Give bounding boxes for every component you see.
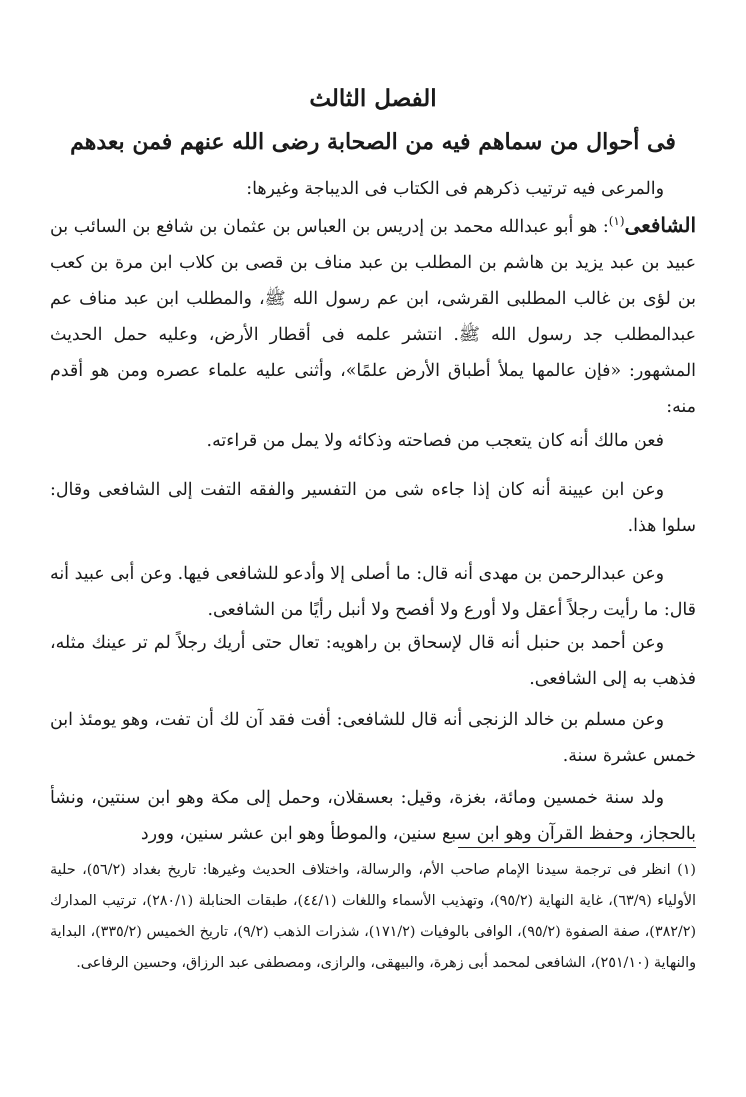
shafii-paragraph <box>50 207 696 425</box>
footnote-reference: (١) <box>608 214 625 229</box>
footnote-divider <box>458 847 696 848</box>
footnote: (١) انظر فى ترجمة سيدنا الإمام صاحب الأم، والرسالة، واختلاف الحديث وغيرها: تاريخ بغداد (٥٦/٢)، حلية الأولياء (٦٣/٩)، غاية النهاية (٩٥/٢)، وتهذيب الأسماء واللغات (٤٤/١)، طبقات الحنابلة (٢٨٠/١)، ترتيب المدارك (٣٨٢/٢)، صفة الصفوة (٩٥/٢)، الوافى بالوفيات (١٧١/٢)، شذرات الذهب (٩/٢)، تاريخ الخميس (٣٣٥/٢)، البداية والنهاية (٢٥١/١٠)، الشافعى لمحمد أبى زهرة، والبيهقى، والرازى، ومصطفى عبد الرزاق، وحسين الرفاعى. <box>50 862 697 971</box>
intro-paragraph: والمرعى فيه ترتيب ذكرهم فى الكتاب فى الديباجة وغيرها: <box>246 179 664 199</box>
birth-paragraph: ولد سنة خمسين ومائة، بغزة، وقيل: بعسقلان، وحمل إلى مكة وهو ابن سنتين، ونشأ بالحجاز، وحفظ القرآن وهو ابن سبع سنين، والموطأ وهو ابن عشر سنين، وورد <box>50 788 696 844</box>
uyaynah-paragraph: وعن ابن عيينة أنه كان إذا جاءه شى من التفسير والفقه التفت إلى الشافعى وقال: سلوا هذا. <box>50 480 696 536</box>
malik-paragraph: فعن مالك أنه كان يتعجب من فصاحته وذكائه ولا يمل من قراءته. <box>206 431 664 451</box>
chapter-subtitle: فى أحوال من سماهم فيه من الصحابة رضى الله عنهم فمن بعدهم <box>70 129 676 155</box>
muslim-paragraph: وعن مسلم بن خالد الزنجى أنه قال للشافعى: أفت فقد آن لك أن تفت، وهو يومئذ ابن خمس عشرة سنة. <box>50 710 696 766</box>
mahdi-paragraph: وعن عبدالرحمن بن مهدى أنه قال: ما أصلى إلا وأدعو للشافعى فيها. وعن أبى عبيد أنه قال: ما رأيت رجلاً أعقل ولا أورع ولا أفصح ولا أنبل رأيًا من الشافعى. <box>50 564 696 620</box>
shafii-biography: : هو أبو عبدالله محمد بن إدريس بن العباس بن عثمان بن شافع بن السائب بن عبيد بن عبد يزيد بن هاشم بن المطلب بن عبد مناف بن قصى بن كلاب ابن مرة بن كعب بن لؤى بن غالب المطلبى القرشى، ابن عم رسول الله ﷺ، والمطلب ابن عبد مناف عم عبدالمطلب جد رسول الله ﷺ. انتشر علمه فى أقطار الأرض، وعليه حمل الحديث المشهور: «فإن عالمها يملأ أطباق الأرض علمًا»، وأثنى عليه علماء عصره ومن هو أقدم منه: <box>50 217 696 417</box>
shafii-name: الشافعى <box>624 213 696 237</box>
hanbal-paragraph: وعن أحمد بن حنبل أنه قال لإسحاق بن راهويه: تعال حتى أريك رجلاً لم تر عينك مثله، فذهب به إلى الشافعى. <box>50 633 696 689</box>
chapter-title: الفصل الثالث <box>309 85 437 112</box>
